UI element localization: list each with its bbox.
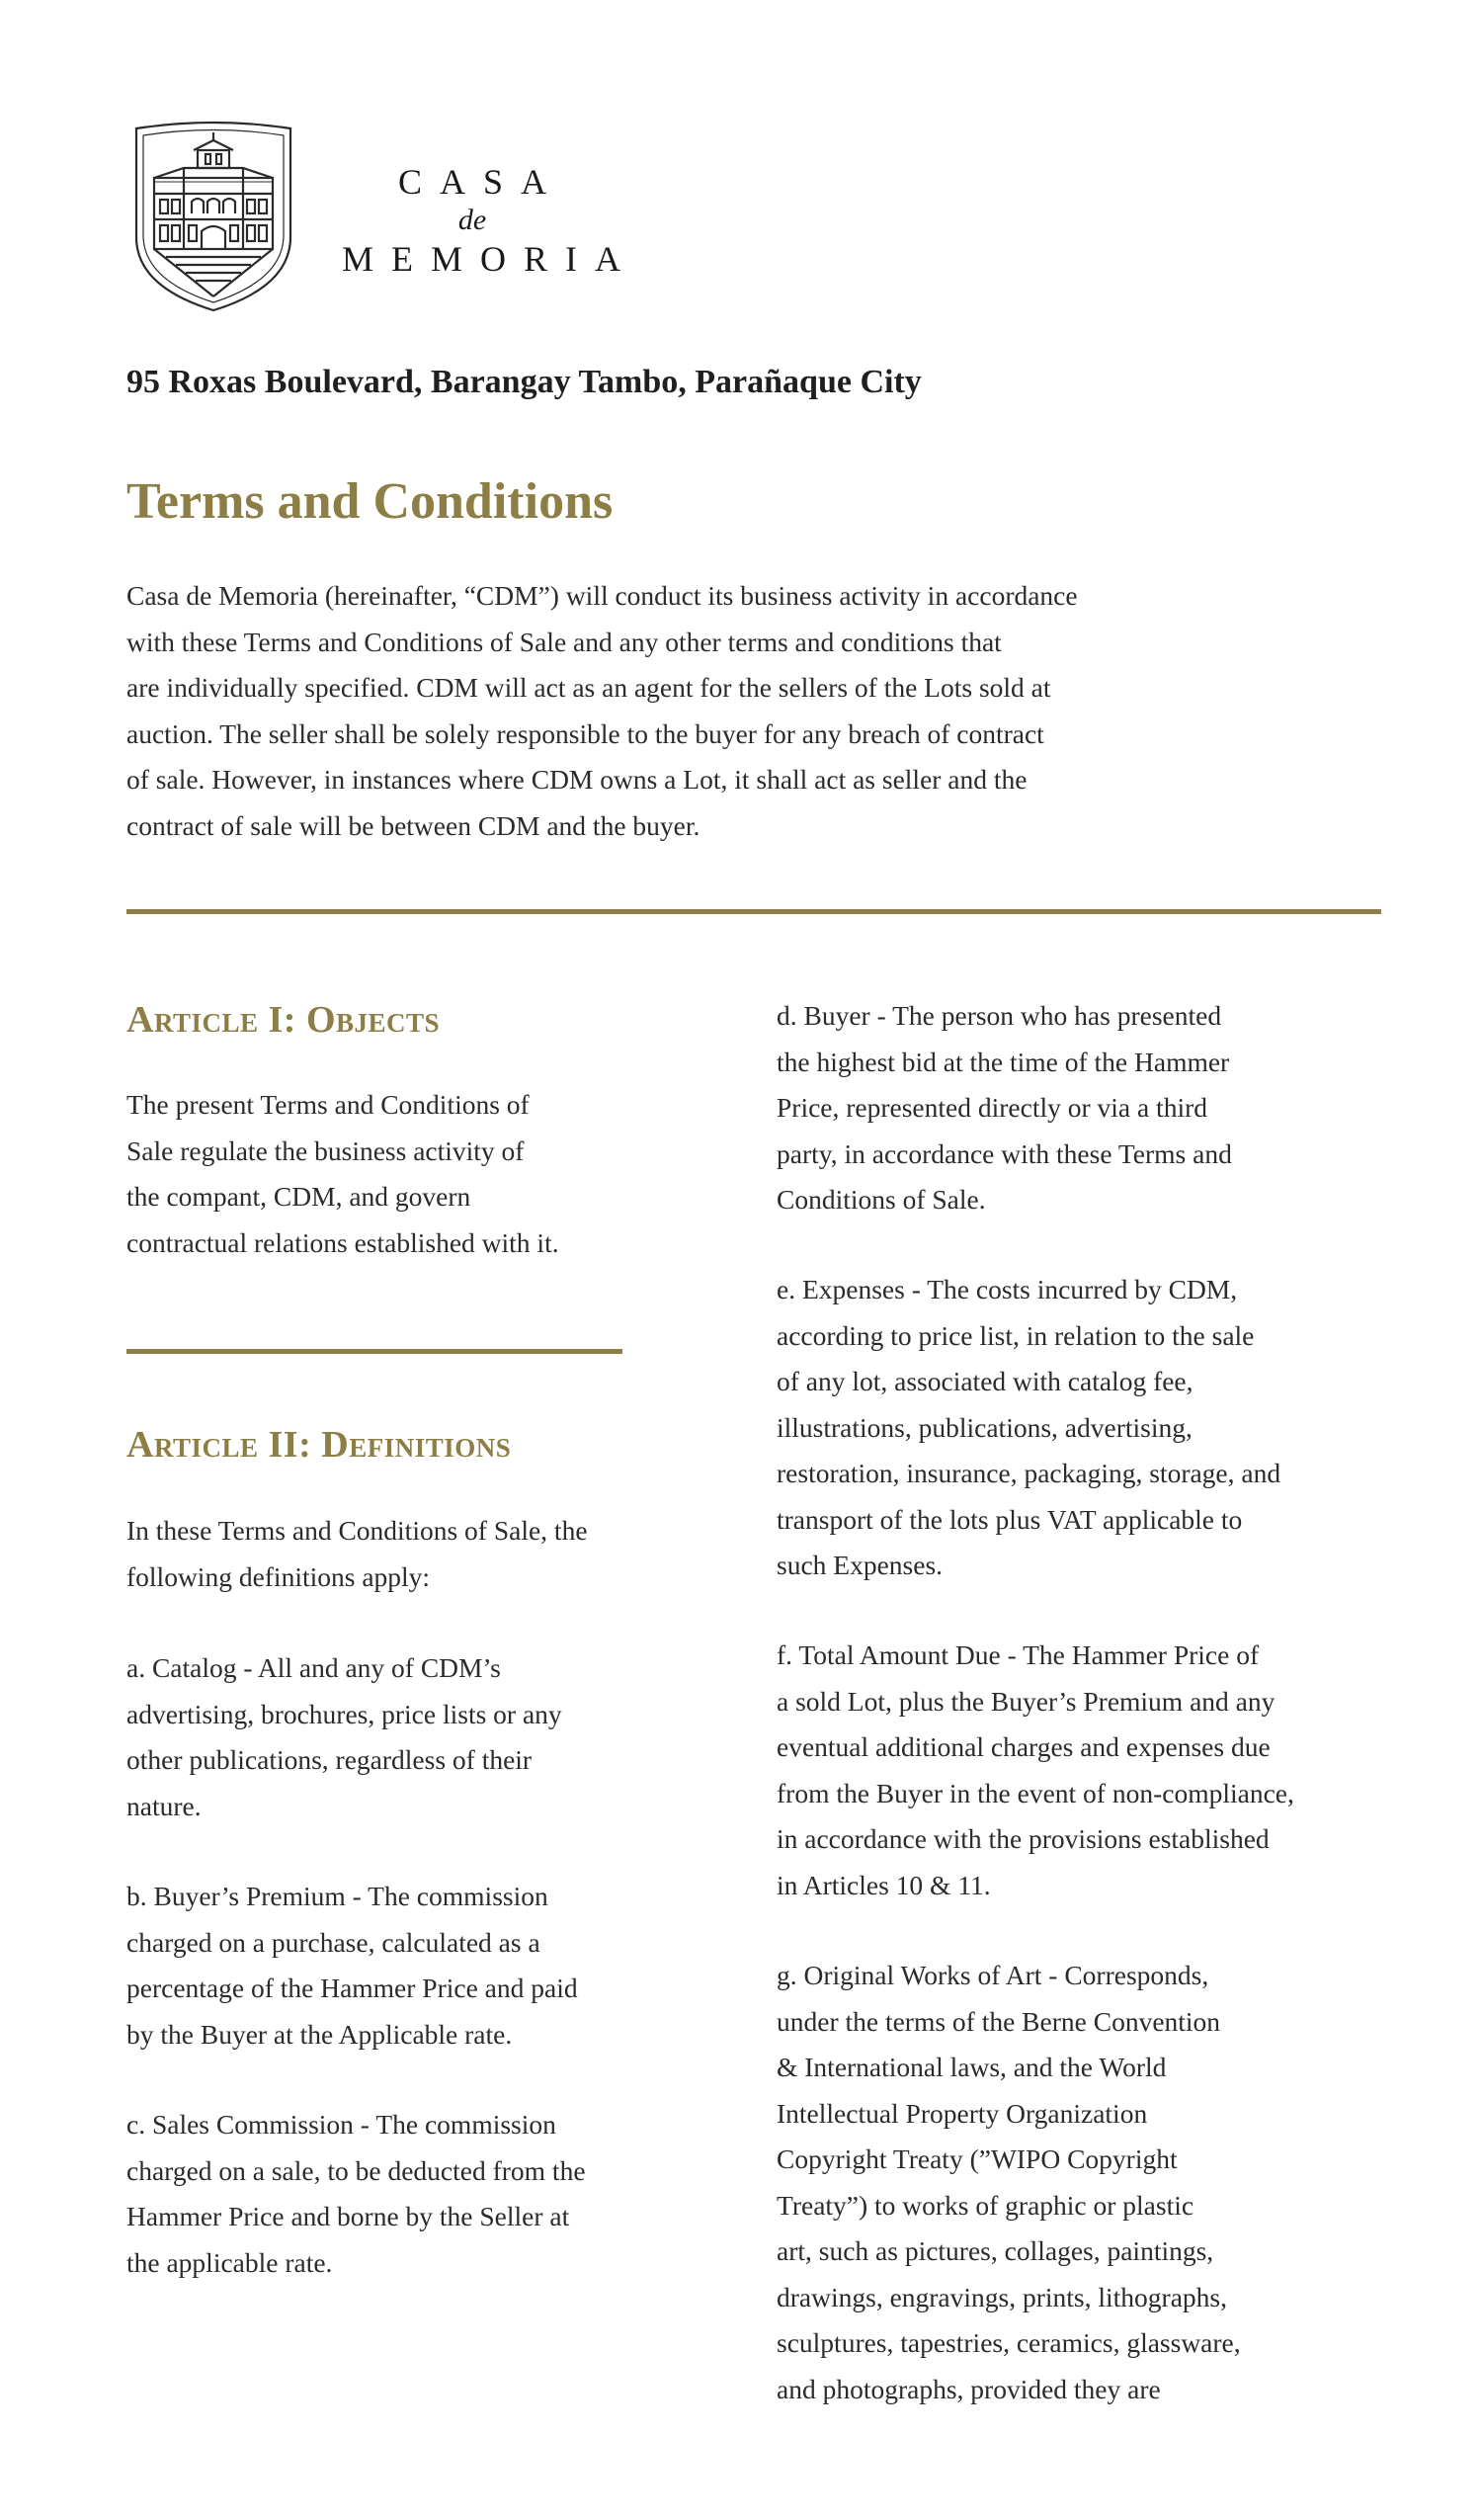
text-line: the compant, CDM, and govern [126,1181,471,1212]
mansion-crest-icon [126,121,300,314]
text-line: charged on a purchase, calculated as a [126,1926,540,1958]
article-divider [126,1349,622,1354]
text-line: percentage of the Hammer Price and paid [126,1973,578,2003]
text-line: Price, represented directly or via a third [777,1092,1207,1123]
text-line: in Articles 10 & 11. [777,1869,991,1900]
text-line: Intellectual Property Organization [777,2097,1148,2129]
text-line: The present Terms and Conditions of [126,1089,530,1120]
text-line: Copyright Treaty (”WIPO Copyright [777,2143,1178,2174]
text-line: the highest bid at the time of the Hammer [777,1046,1230,1077]
definition-e [777,1267,1389,1589]
page-title: Terms and Conditions [126,473,614,530]
section-divider [126,909,1381,914]
text-line: eventual additional charges and expenses due [777,1731,1271,1762]
article-1-heading: Article I: Objects [126,999,441,1041]
text-line: party, in accordance with these Terms and [777,1137,1232,1169]
definition-a [126,1645,680,1829]
text-line: Conditions of Sale. [777,1184,986,1215]
text-line: such Expenses. [777,1550,944,1580]
text-line: drawings, engravings, prints, lithographs, [777,2281,1227,2312]
text-line: in accordance with the provisions established [777,1823,1270,1854]
text-line: following definitions apply: [126,1560,431,1592]
text-line: of any lot, associated with catalog fee, [777,1366,1194,1396]
article-2-intro [126,1508,680,1600]
intro-line: are individually specified. CDM will act as an agent for the sellers of the Lots sold at [126,672,1051,703]
brand-line-memoria: MEMORIA [342,239,639,279]
text-line: a. Catalog - All and any of CDM’s [126,1652,501,1683]
article-1-body [126,1082,680,1266]
brand-line-de: de [457,204,487,236]
text-line: according to price list, in relation to the sale [777,1319,1255,1351]
text-line: illustrations, publications, advertising, [777,1411,1193,1443]
text-line: sculptures, tapestries, ceramics, glassware, [777,2327,1241,2358]
text-line: restoration, insurance, packaging, storage, and [777,1458,1281,1488]
text-line: & International laws, and the World [777,2052,1167,2082]
address: 95 Roxas Boulevard, Barangay Tambo, Parañaque City [126,364,922,400]
definition-b [126,1874,680,2058]
text-line: Treaty”) to works of graphic or plastic [777,2189,1194,2221]
text-line: In these Terms and Conditions of Sale, the [126,1515,588,1546]
text-line: Sale regulate the business activity of [126,1134,525,1166]
brand-logo [126,121,639,318]
text-line: d. Buyer - The person who has presented [777,1000,1222,1031]
text-line: e. Expenses - The costs incurred by CDM, [777,1274,1238,1304]
intro-line: auction. The seller shall be solely responsible to the buyer for any breach of contract [126,717,1044,749]
definition-f [777,1633,1389,1908]
text-line: b. Buyer’s Premium - The commission [126,1881,548,1911]
brand-wordmark [324,160,639,281]
intro-paragraph [126,573,1233,849]
text-line: advertising, brochures, price lists or any [126,1698,562,1729]
text-line: nature. [126,1790,202,1821]
text-line: under the terms of the Berne Convention [777,2005,1221,2037]
text-line: contractual relations established with it. [126,1226,559,1258]
text-line: other publications, regardless of their [126,1744,533,1775]
definition-c [126,2102,680,2286]
text-line: the applicable rate. [126,2246,333,2278]
brand-line-casa: CASA [397,162,565,202]
text-line: charged on a sale, to be deducted from the [126,2154,586,2186]
definition-d [777,993,1389,1223]
text-line: and photographs, provided they are [777,2373,1161,2404]
text-line: Hammer Price and borne by the Seller at [126,2201,570,2231]
text-line: transport of the lots plus VAT applicable to [777,1503,1243,1535]
text-line: c. Sales Commission - The commission [126,2109,556,2140]
text-line: from the Buyer in the event of non-compliance, [777,1777,1294,1808]
intro-line: Casa de Memoria (hereinafter, “CDM”) will conduct its business activity in accordance [126,580,1078,611]
text-line: g. Original Works of Art - Corresponds, [777,1960,1209,1990]
text-line: f. Total Amount Due - The Hammer Price of [777,1639,1260,1670]
definition-g [777,1953,1389,2412]
intro-line: of sale. However, in instances where CDM owns a Lot, it shall act as seller and the [126,764,1028,795]
text-line: by the Buyer at the Applicable rate. [126,2018,513,2050]
intro-line: with these Terms and Conditions of Sale and any other terms and conditions that [126,626,1002,657]
intro-line: contract of sale will be between CDM and the buyer. [126,809,700,841]
article-2-heading: Article II: Definitions [126,1424,512,1466]
text-line: art, such as pictures, collages, paintings, [777,2235,1214,2266]
text-line: a sold Lot, plus the Buyer’s Premium and any [777,1685,1276,1717]
